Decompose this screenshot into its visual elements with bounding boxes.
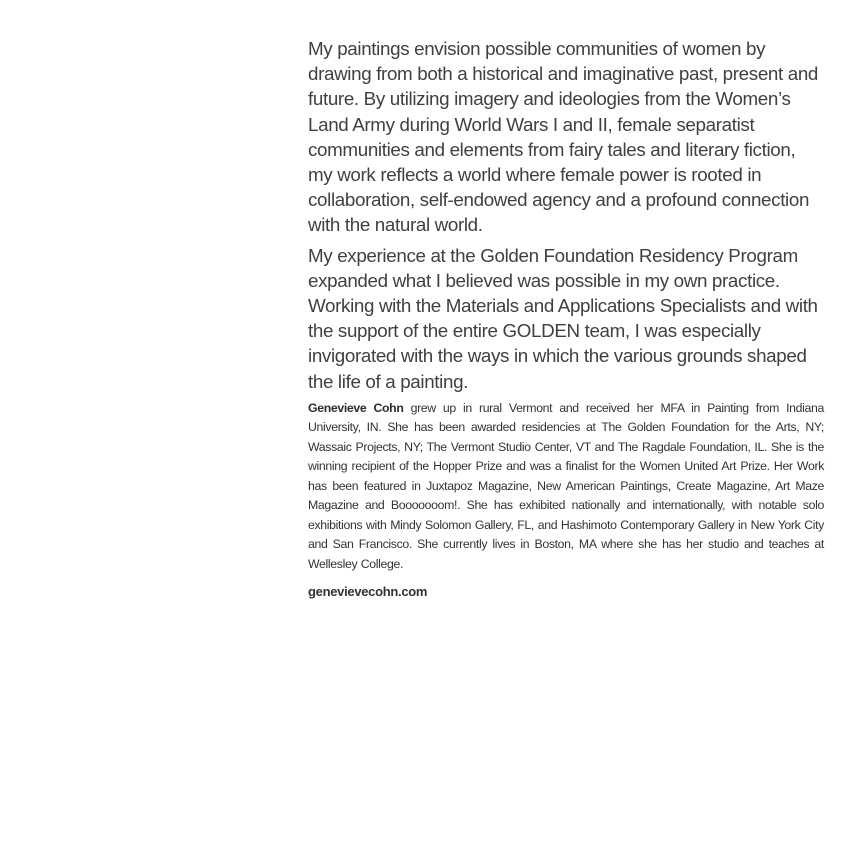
text-column bbox=[308, 36, 824, 601]
artist-statement-paragraph-2: My experience at the Golden Foundation Residency Program expanded what I believed was possible in my own practice. Working with the Materials and Applications Specialists and with the support of the entire GOLDEN team, I was especially invigorated with the ways in which the various grounds shaped the life of a painting. bbox=[308, 244, 818, 392]
artist-bio bbox=[308, 399, 824, 575]
artist-website-link[interactable]: genevievecohn.com bbox=[308, 584, 428, 600]
artist-bio-text: grew up in rural Vermont and received her MFA in Painting from Indiana University, IN. She has been awarded residencies at The Golden Foundation for the Arts, NY; Wassaic Projects, NY; The Vermont Studio Center, VT and The Ragdale Foundation, IL. She is the winning recipient of the Hopper Prize and was a finalist for the Women United Art Prize. Her Work has been featured in Juxtapoz Magazine, New American Paintings, Create Magazine, Art Maze Magazine and Booooooom!. She has exhibited nationally and internationally, with notable solo exhibitions with Mindy Solomon Gallery, FL, and Hashimoto Contemporary Gallery in New York City and San Francisco. She currently lives in Boston, MA where she has her studio and teaches at Wellesley College. bbox=[308, 400, 824, 571]
artist-statement-paragraph-1: My paintings envision possible communities of women by drawing from both a historical and imaginative past, present and future. By utilizing imagery and ideologies from the Women’s Land Army during World Wars I and II, female separatist communities and elements from fairy tales and literary fiction, my work reflects a world where female power is rooted in collaboration, self-endowed agency and a profound connection with the natural world. bbox=[308, 38, 819, 236]
artist-name: Genevieve Cohn bbox=[308, 400, 404, 415]
